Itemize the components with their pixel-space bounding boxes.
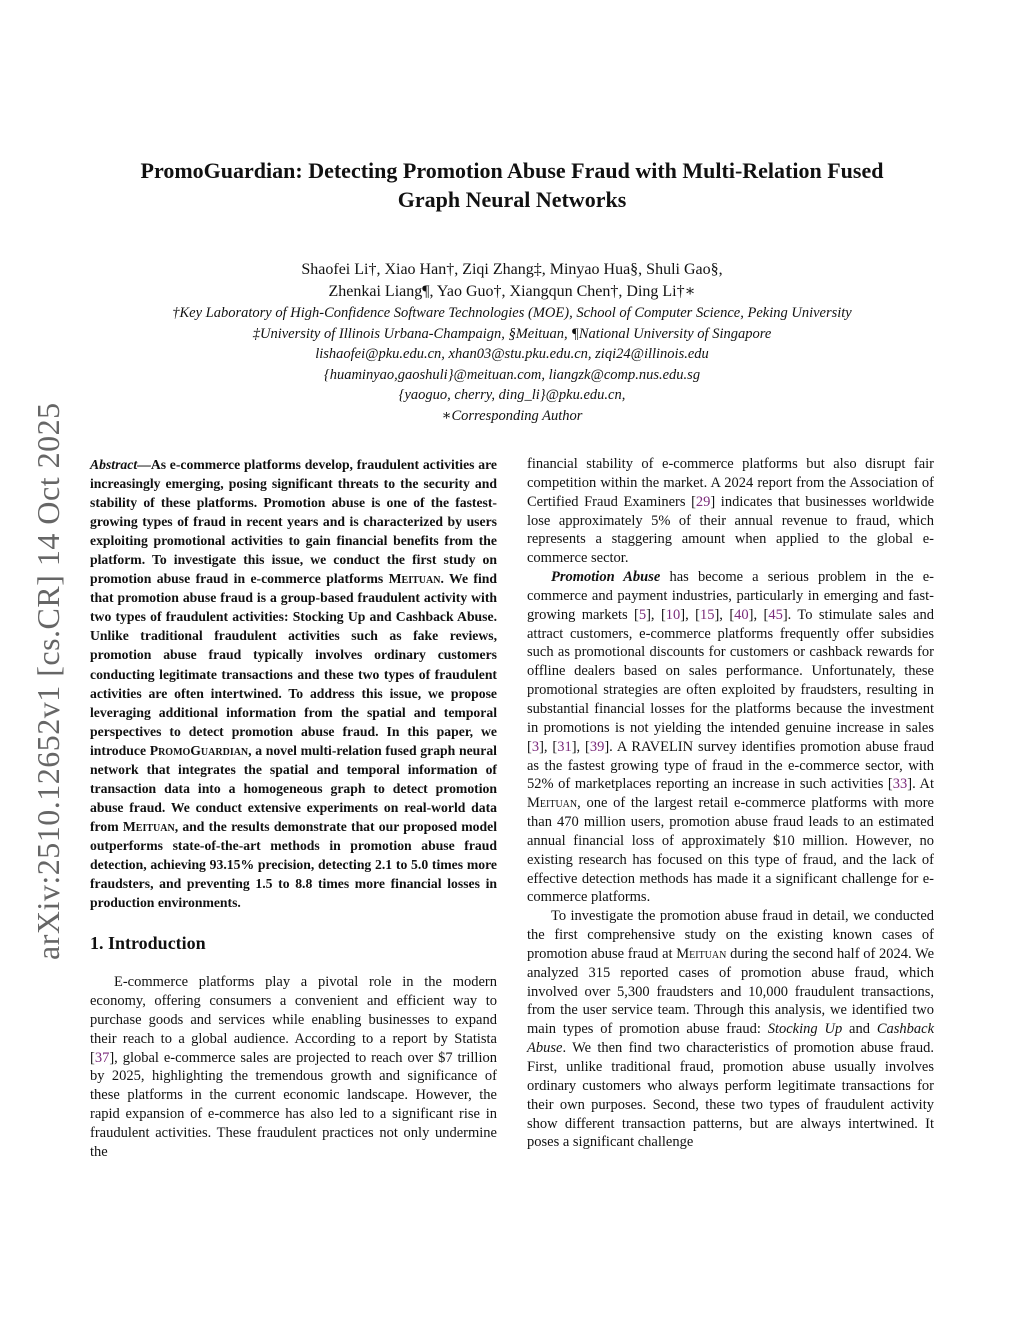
affiliations (90, 303, 934, 426)
company-name: Meituan (676, 945, 727, 962)
citation-link[interactable]: 45 (768, 606, 783, 623)
company-name: Meituan (527, 795, 578, 812)
authors-line-2: Zhenkai Liang¶, Yao Guo†, Xiangqun Chen†, Ding Li†∗ (328, 283, 696, 300)
intro-paragraph: E-commerce platforms play a pivotal role in the modern economy, offering consumers a convenient and efficient way to purchase goods and services while enabling businesses to expand their reach to a global audience. According to a report by Statista [37], global e-commerce sales are projected to reach over $7 trillion by 2025, highlighting the tremendous growth and significance of these platforms in the current economic landscape. However, the rapid expansion of e-commerce has also led to a significant rise in fraudulent activities. These fraudulent practices not only undermine the (90, 974, 497, 1160)
affiliation-line: ‡University of Illinois Urbana-Champaign, §Meituan, ¶National University of Singapore (252, 325, 772, 342)
abstract: Abstract—As e-commerce platforms develop, fraudulent activities are increasingly emerging, posing significant threats to the security and stability of these platforms. Promotion abuse is one of the fastest-growing types of fraud in recent years and is characterized by users exploiting promotional activities to gain financial benefits from the platform. To investigate this issue, we conduct the first study on promotion abuse fraud in e-commerce platforms Meituan. We find that promotion abuse fraud is a group-based fraudulent activity with two types of fraudulent activities: Stocking Up and Cashback Abuse. Unlike traditional fraudulent activities such as fake reviews, promotion abuse fraud typically involves ordinary customers conducting legitimate transactions and these two types of fraudulent activities are often intertwined. To address this issue, we propose leveraging additional information from the spatial and temporal perspectives to detect promotion abuse fraud. In this paper, we introduce PromoGuardian, a novel multi-relation fused graph neural network that integrates the spatial and temporal information of transaction data into a homogeneous graph to detect promotion abuse fraud. We conduct extensive experiments on real-world data from Meituan, and the results demonstrate that our proposed model outperforms state-of-the-art methods in promotion abuse fraud detection, achieving 93.15% precision, detecting 2.1 to 5.0 times more fraudsters, and preventing 1.5 to 8.8 times more financial losses in production environments. (90, 457, 498, 911)
email-line: {yaoguo, cherry, ding_li}@pku.edu.cn, (398, 387, 626, 403)
citation-link[interactable]: 10 (665, 606, 681, 623)
body-paragraph: financial stability of e-commerce platforms but also disrupt fair competition within the market. A 2024 report from the Association of Certified Fraud Examiners [29] indicates that businesses worldwide lose approximately 5% of their annual revenue to fraud, which represents a staggering amount when applied to the global e-commerce sector. (527, 456, 935, 567)
citation-link[interactable]: 40 (734, 606, 749, 623)
body-paragraph: To investigate the promotion abuse fraud in detail, we conducted the first comprehensive study on the existing known cases of promotion abuse fraud at Meituan during the second half of 2024. We analyzed 315 reported cases of promotion abuse fraud, which involved over 5,300 fraudsters and 10,000 fraudulent transactions, from the user service team. Through this analysis, we identified two main types of promotion abuse fraud: Stocking Up and Cashback Abuse. We then find two characteristics of promotion abuse fraud. First, unlike traditional fraud, promotion abuse usually involves ordinary customers who always perform legitimate transactions for their own purposes. Second, these two types of fraudulent activity show different transaction patterns, but are always intertwined. It poses a significant challenge (527, 908, 934, 1151)
citation-link[interactable]: 37 (94, 1049, 110, 1066)
term-promotion-abuse: Promotion Abuse (551, 569, 661, 586)
company-name: Meituan (388, 571, 441, 587)
citation-link[interactable]: 5 (638, 606, 647, 623)
section-heading-introduction: 1. Introduction (90, 933, 206, 954)
system-name: PromoGuardian (149, 742, 249, 758)
paper-title (90, 156, 934, 214)
affiliation-line: †Key Laboratory of High-Confidence Software Technologies (MOE), School of Computer Science, Peking University (172, 305, 852, 321)
author-list (90, 259, 934, 303)
email-line: {huaminyao,gaoshuli}@meituan.com, liangzk@comp.nus.edu.sg (323, 366, 701, 383)
authors-line-1: Shaofei Li†, Xiao Han†, Ziqi Zhang‡, Minyao Hua§, Shuli Gao§, (301, 261, 723, 278)
citation-link[interactable]: 39 (589, 738, 605, 755)
citation-link[interactable]: 33 (892, 776, 908, 793)
arxiv-stamp-text: arXiv:2510.12652v1 [cs.CR] 14 Oct 2025 (30, 402, 66, 960)
term-stocking-up: Stocking Up (767, 1021, 843, 1038)
body-paragraph: Promotion Abuse has become a serious problem in the e-commerce and payment industries, particularly in emerging and fast-growing markets [5], [10], [15], [40], [45]. To stimulate sales and attract customers, e-commerce platforms frequently offer subsidies such as promotional discounts for customers or cashback rewards for offline dealers based on sales performance. Unfortunately, these promotional strategies are often exploited by fraudsters, resulting in substantial financial losses for the platforms because the investment in promotions is not yielding the intended genuine increase in sales [3], [31], [39]. A RAVELIN survey identifies promotion abuse fraud as the fastest growing type of fraud in the e-commerce sector, with 52% of marketplaces reporting an increase in such activities [33]. At Meituan, one of the largest retail e-commerce platforms with more than 470 million users, promotion abuse fraud leads to an estimated annual financial loss of approximately $10 million. However, no existing research has focused on this type of fraud, and the lack of effective detection methods has made it a significant challenge for e-commerce platforms. (527, 569, 934, 906)
citation-link[interactable]: 31 (557, 738, 572, 755)
title-line-1: PromoGuardian: Detecting Promotion Abuse Fraud with Multi-Relation Fused (140, 158, 884, 183)
term-cashback-abuse: Cashback Abuse (527, 1021, 934, 1057)
abstract-label: Abstract (90, 457, 138, 472)
email-line: lishaofei@pku.edu.cn, xhan03@stu.pku.edu.cn, ziqi24@illinois.edu (315, 346, 709, 362)
citation-link[interactable]: 29 (695, 493, 711, 510)
title-line-2: Graph Neural Networks (397, 187, 627, 212)
citation-link[interactable]: 15 (699, 606, 715, 623)
right-column (527, 455, 934, 1152)
left-column (90, 455, 497, 1162)
company-name: Meituan (122, 818, 175, 834)
corresponding-author-note: ∗Corresponding Author (441, 407, 583, 424)
citation-link[interactable]: 3 (531, 738, 540, 755)
